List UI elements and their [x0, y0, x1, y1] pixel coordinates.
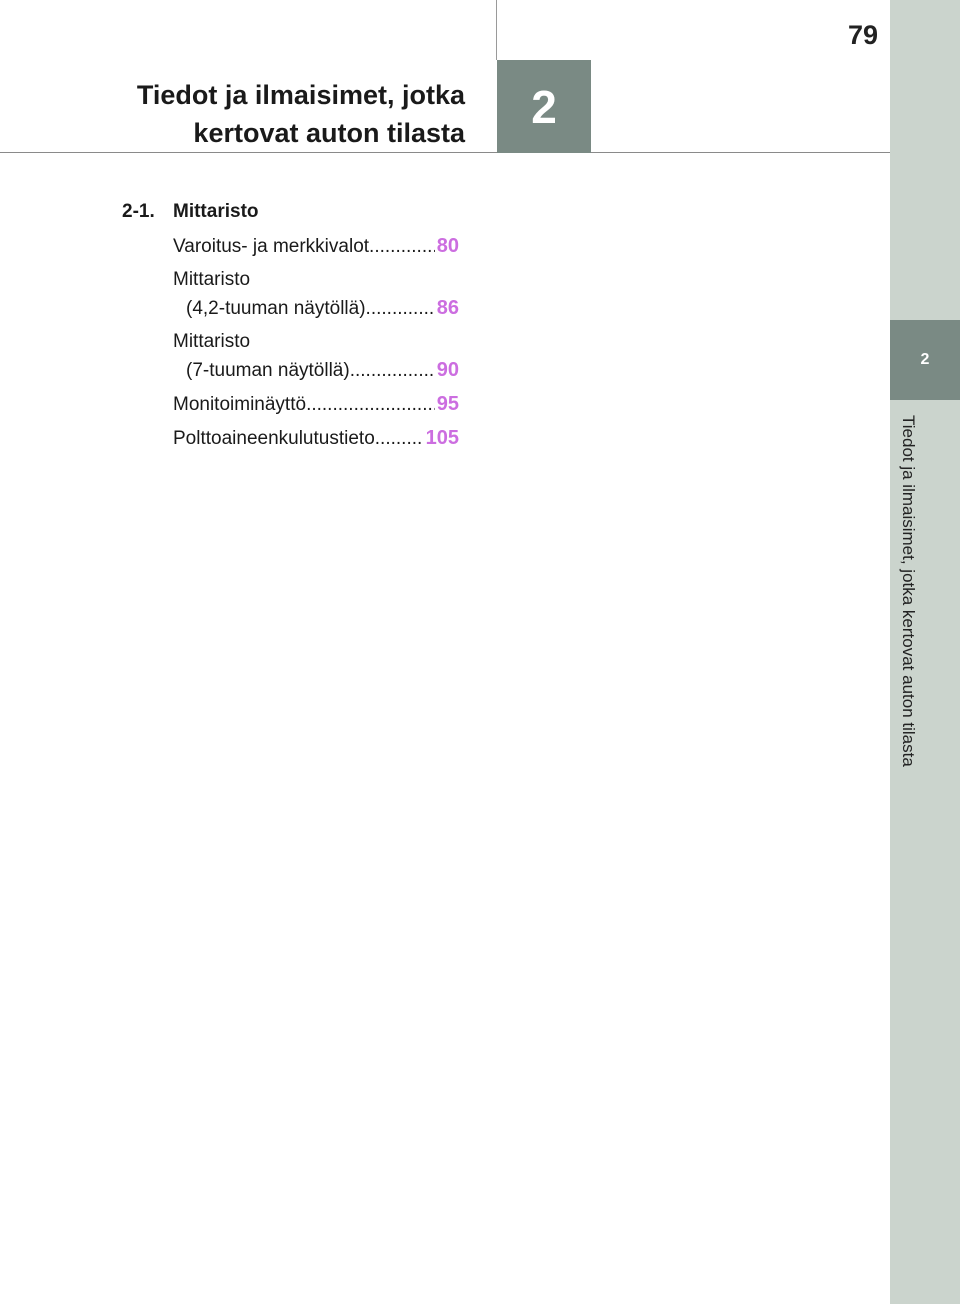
toc-page-link[interactable]: 105 [425, 427, 459, 449]
chapter-number-box: 2 [497, 60, 591, 153]
dot-leader [350, 357, 435, 385]
chapter-title [60, 76, 465, 152]
toc-entry[interactable] [173, 424, 459, 452]
toc-entry-title: Mittaristo [173, 331, 251, 352]
chapter-title-line2: kertovat auton tilasta [193, 118, 465, 148]
toc-section-number: 2-1. [122, 201, 155, 222]
toc-entry-subtitle: (7-tuuman näytöllä) [186, 360, 350, 381]
toc-entry[interactable] [173, 266, 459, 322]
dot-leader [366, 295, 435, 323]
toc-entry[interactable] [173, 232, 459, 260]
toc-section-title: Mittaristo [173, 201, 259, 222]
side-chapter-label: Tiedot ja ilmaisimet, jotka kertovat auton tilasta [899, 415, 918, 767]
dot-leader [306, 391, 435, 419]
header-divider [0, 152, 890, 153]
toc-entry[interactable] [173, 328, 459, 384]
toc-section-heading [122, 198, 467, 226]
toc-entry-title: Monitoiminäyttö [173, 394, 307, 415]
side-chapter-tab[interactable]: 2 [890, 320, 960, 400]
toc-entry-title: Mittaristo [173, 269, 251, 290]
toc-entry-title: Varoitus- ja merkkivalot [173, 236, 370, 257]
dot-leader [369, 233, 435, 261]
toc-entry-subtitle: (4,2-tuuman näytöllä) [186, 298, 366, 319]
dot-leader [375, 425, 424, 453]
toc-page-link[interactable]: 86 [436, 297, 459, 319]
toc-page-link[interactable]: 95 [436, 393, 459, 415]
page-number: 79 [847, 20, 878, 50]
toc-entry[interactable] [173, 390, 459, 418]
toc-entry-title: Polttoaineenkulutustieto [173, 428, 375, 449]
table-of-contents [122, 198, 467, 458]
header-divider-vertical [496, 0, 497, 60]
toc-page-link[interactable]: 90 [436, 359, 459, 381]
toc-page-link[interactable]: 80 [436, 235, 459, 257]
chapter-title-line1: Tiedot ja ilmaisimet, jotka [136, 80, 465, 110]
